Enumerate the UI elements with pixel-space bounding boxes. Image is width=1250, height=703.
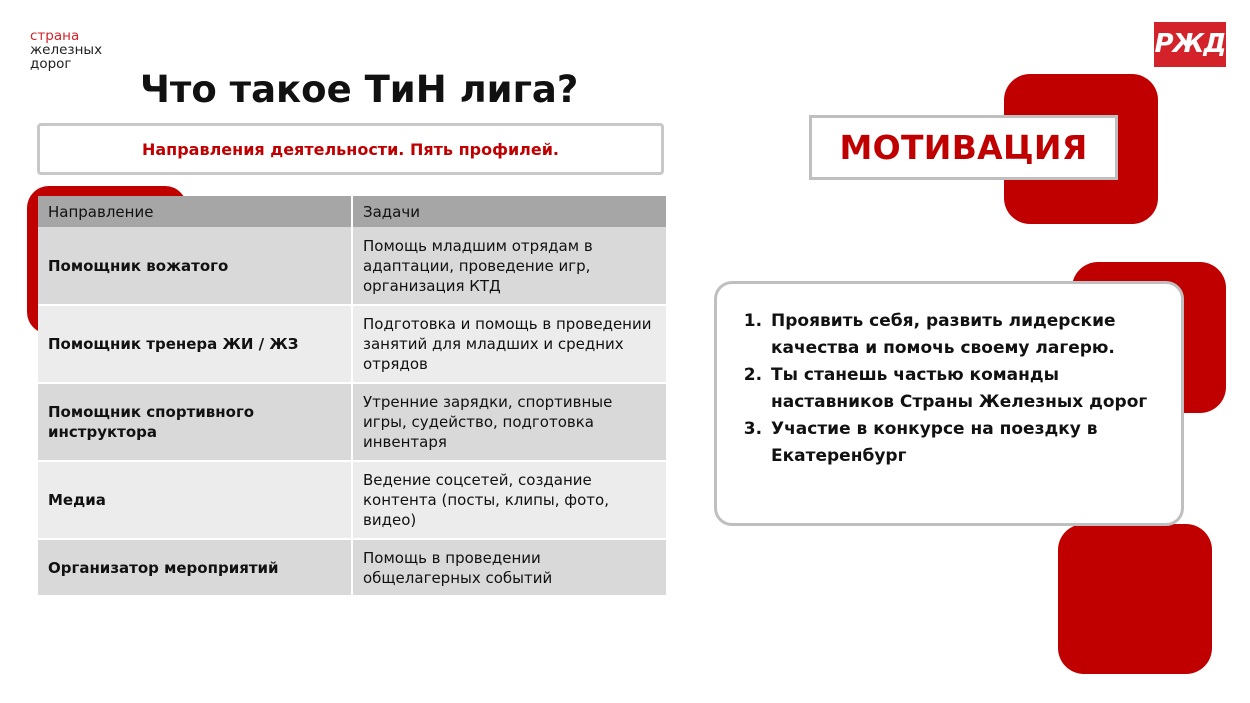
list-item: 2. Ты станешь частью команды наставников Страны Железных дорог [768,362,1163,416]
decorative-red-square [1058,524,1212,674]
rzd-logo-text: РЖД [1154,29,1226,59]
table-row [38,227,666,305]
table-row [38,539,666,595]
tasks-cell: Помощь в проведении общелагерных событий [352,539,666,595]
motivation-list-box [714,281,1184,526]
header-direction: Направление [38,196,352,227]
header-tasks: Задачи [352,196,666,227]
table-row [38,461,666,539]
motivation-heading-box [809,115,1118,180]
list-item: 3. Участие в конкурсе на поездку в Екатеренбург [768,416,1163,470]
subtitle-text: Направления деятельности. Пять профилей. [141,139,560,159]
tasks-cell: Ведение соцсетей, создание контента (посты, клипы, фото, видео) [352,461,666,539]
tasks-cell: Помощь младшим отрядам в адаптации, проведение игр, организация КТД [352,227,666,305]
motivation-heading: МОТИВАЦИЯ [839,128,1088,167]
table-row [38,305,666,383]
directions-table [38,196,666,595]
direction-cell: Помощник спортивного инструктора [38,383,352,461]
table-header-row [38,196,666,227]
brand-logo-text [30,29,102,71]
page-title: Что такое ТиН лига? [140,68,579,111]
direction-cell: Помощник тренера ЖИ / ЖЗ [38,305,352,383]
subtitle-box [37,123,664,175]
rzd-logo [1154,22,1226,67]
tasks-cell: Подготовка и помощь в проведении занятий для младших и средних отрядов [352,305,666,383]
list-item: 1. Проявить себя, развить лидерские качества и помочь своему лагерю. [768,308,1163,362]
direction-cell: Помощник вожатого [38,227,352,305]
brand-line-1: страна [30,28,80,44]
brand-line-3: дорог [30,56,72,72]
brand-line-2: железных [30,42,103,58]
direction-cell: Организатор мероприятий [38,539,352,595]
tasks-cell: Утренние зарядки, спортивные игры, судейство, подготовка инвентаря [352,383,666,461]
table-row [38,383,666,461]
motivation-list [717,284,1181,470]
direction-cell: Медиа [38,461,352,539]
